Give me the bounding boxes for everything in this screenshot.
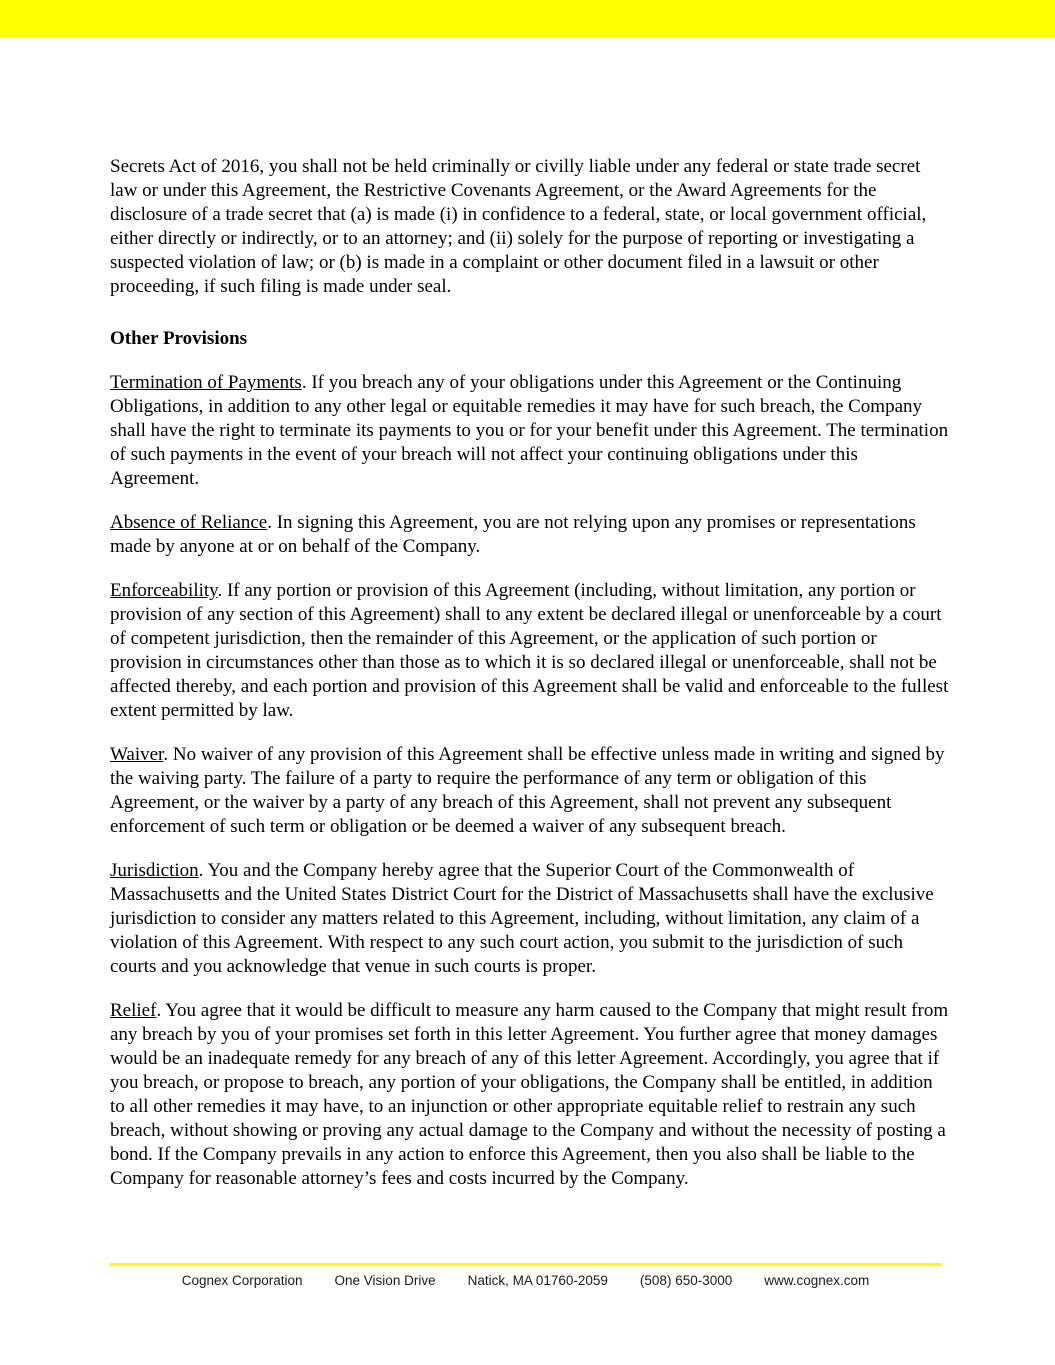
provision-text: . You agree that it would be difficult to measure any harm caused to the Company that might result from any breach by you of your promises set forth in this letter Agreement. You further agree that money damages would be an inadequate remedy for any breach of any of this letter Agreement. Accordingly, you agree that if you breach, or propose to breach, any portion of your obligations, the Company shall be entitled, in addition to all other remedies it may have, to an injunction or other appropriate equitable relief to restrain any such breach, without showing or proving any actual damage to the Company and without the necessity of posting a bond. If the Company prevails in any action to enforce this Agreement, then you also shall be liable to the Company for reasonable attorney’s fees and costs incurred by the Company.	[110, 1000, 949, 1189]
intro-paragraph: Secrets Act of 2016, you shall not be held criminally or civilly liable under any federal or state trade secret law or under this Agreement, the Restrictive Covenants Agreement, or the Award Agreements for the disclosure of a trade secret that (a) is made (i) in confidence to a federal, state, or local government official, either directly or indirectly, or to an attorney; and (ii) solely for the purpose of reporting or investigating a suspected violation of law; or (b) is made in a complaint or other document filed in a lawsuit or other proceeding, if such filing is made under seal.	[110, 156, 927, 297]
footer-website: www.cognex.com	[764, 1273, 870, 1288]
provision-relief	[110, 999, 950, 1191]
provision-term: Termination of Payments	[110, 372, 302, 393]
header-highlight-band	[0, 0, 1055, 37]
provision-jurisdiction	[110, 859, 950, 979]
footer-phone: (508) 650-3000	[639, 1273, 733, 1288]
provision-term: Enforceability	[110, 580, 218, 601]
provision-term: Jurisdiction	[110, 860, 199, 881]
provision-waiver	[110, 743, 950, 839]
provision-term: Waiver	[110, 744, 164, 765]
provision-text: . You and the Company hereby agree that the Superior Court of the Commonwealth of Massachusetts and the United States District Court for the District of Massachusetts shall have the exclusive jurisdiction to consider any matters related to this Agreement, including, without limitation, any claim of a violation of this Agreement. With respect to any such court action, you submit to the jurisdiction of such courts and you acknowledge that venue in such courts is proper.	[110, 860, 934, 977]
footer-company: Cognex Corporation	[181, 1273, 303, 1288]
provision-term: Relief	[110, 1000, 157, 1021]
provision-enforceability	[110, 579, 950, 723]
provision-text: . In signing this Agreement, you are not relying upon any promises or representations made by anyone at or on behalf of the Company.	[110, 512, 916, 557]
provision-text: . If you breach any of your obligations under this Agreement or the Continuing Obligations, in addition to any other legal or equitable remedies it may have for such breach, the Company shall have the right to terminate its payments to you or for your benefit under this Agreement. The termination of such payments in the event of your breach will not affect your continuing obligations under this Agreement.	[110, 372, 949, 489]
provision-text: . No waiver of any provision of this Agreement shall be effective unless made in writing and signed by the waiving party. The failure of a party to require the performance of any term or obligation of this Agreement, or the waiver by a party of any breach of this Agreement, shall not prevent any subsequent enforcement of such term or obligation or be deemed a waiver of any subsequent breach.	[110, 744, 945, 837]
provision-term: Absence of Reliance	[110, 512, 268, 533]
footer	[110, 1273, 941, 1288]
section-heading: Other Provisions	[110, 328, 248, 349]
footer-city: Natick, MA 01760-2059	[467, 1273, 608, 1288]
footer-rule	[110, 1263, 941, 1266]
provision-text: . If any portion or provision of this Agreement (including, without limitation, any portion or provision of any section of this Agreement) shall to any extent be declared illegal or unenforceable by a court of competent jurisdiction, then the remainder of this Agreement, or the application of such portion or provision in circumstances other than those as to which it is so declared illegal or unenforceable, shall not be affected thereby, and each portion and provision of this Agreement shall be valid and enforceable to the fullest extent permitted by law.	[110, 580, 949, 721]
footer-street: One Vision Drive	[334, 1273, 436, 1288]
provision-absence-of-reliance	[110, 511, 950, 559]
document-body	[110, 155, 950, 1211]
provision-termination-of-payments	[110, 371, 950, 491]
